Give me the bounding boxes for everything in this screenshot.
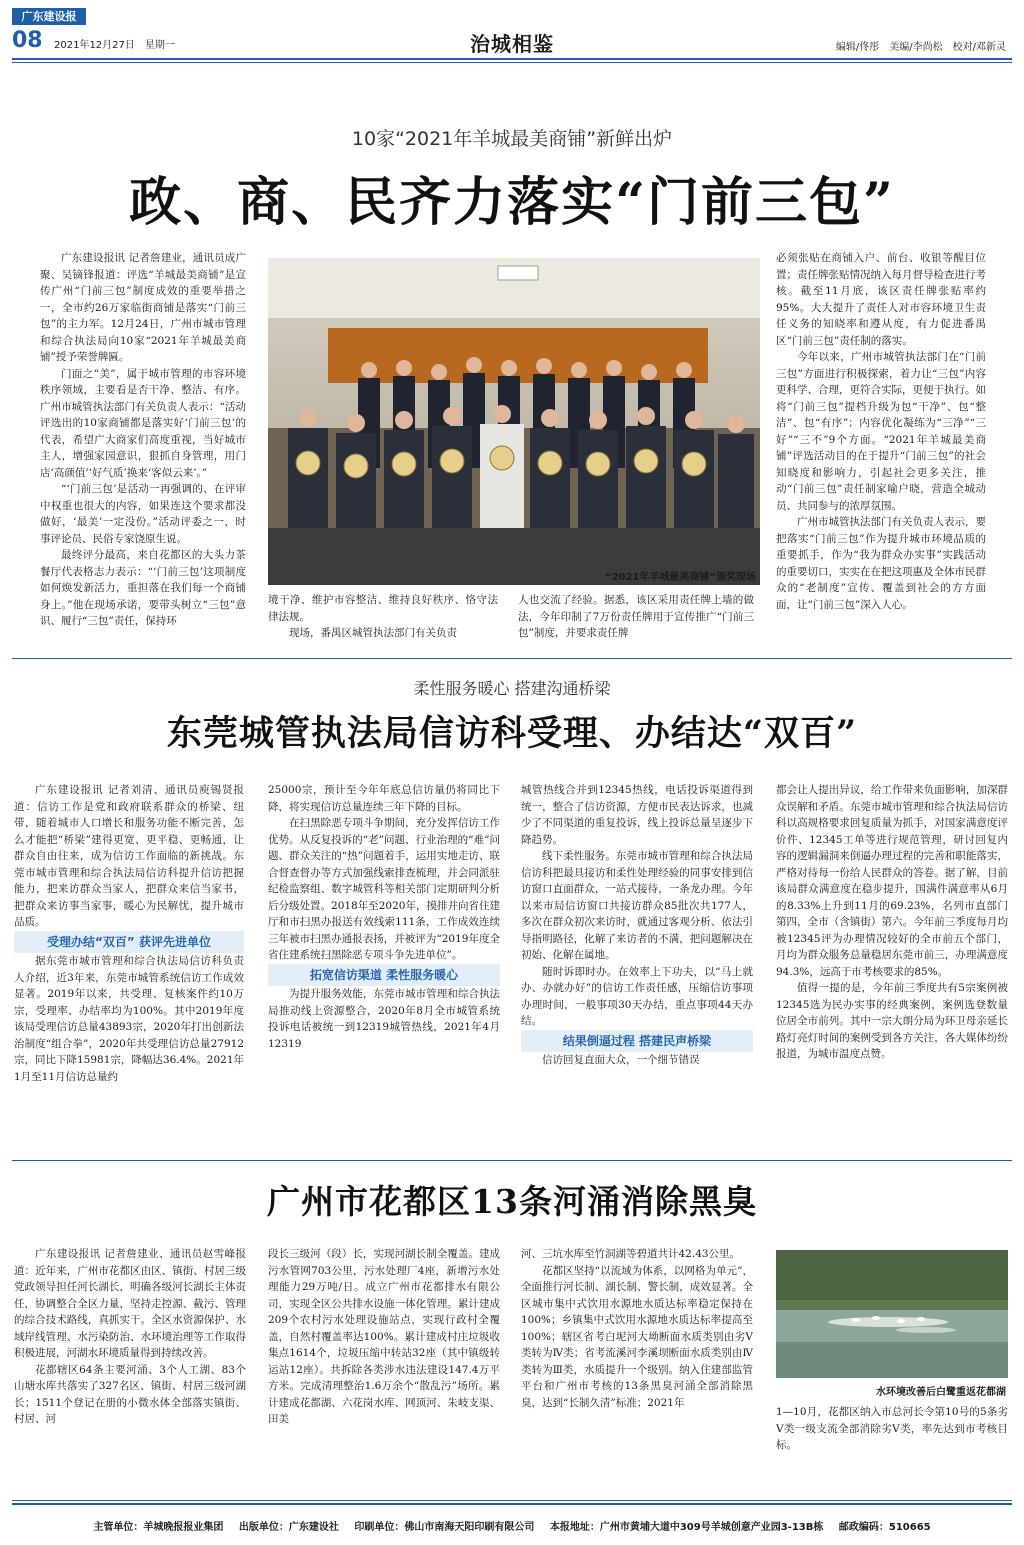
footer-info: [0, 1518, 1024, 1533]
story2-column-1: [14, 782, 244, 1144]
egret-lake-illustration: [776, 1250, 1008, 1378]
paragraph: 河、三坑水库至竹洞湖等碧道共计42.43公里。: [521, 1248, 741, 1260]
story1-photo-caption: “2021年羊城最美商铺”颁奖现场: [605, 572, 756, 583]
paragraph: 必须张贴在商铺入户、前台、收银等醒目位置；责任牌张贴情况纳入每月督导检查进行考核。截至11月底，该区责任牌张贴率约95%。大大提升了责任人对市容环境卫生责任义务的知晓率和遵从度，有力促进番禺区“门前三包”责任制的落实。: [776, 252, 986, 347]
paragraph: 广东建设报讯 记者刘清、通讯员庾锡贤报道：信访工作是党和政府联系群众的桥梁、纽带，随着城市人口增长和服务功能不断完善，怎么才能把“桥梁”建得更宽、更平稳、更畅通，让群众自由往来，成为信访工作面临的新挑战。东莞市城市管理和综合执法局信访科提升信访把握能力，把来访群众当家人，把群众来信当家书，把群众来访事当家事，暖心为民解忧，提升城市品质。: [14, 784, 244, 928]
header-rule: [12, 58, 1012, 60]
paragraph: 段长三级河（段）长，实现河湖长制全覆盖。建成污水管网703公里，污水处理厂4座，新增污水处理能力29万吨/日。成立广州市花都排水有限公司，实现全区公共排水设施一体化管理。累计建成209个农村污水处理设施站点，实现行政村全覆盖，自然村覆盖率达100%。累计建成村庄垃圾收集点1614个，垃圾压缩中转站32座（其中镇级转运站12座）。共拆除各类涉水违法建设147.4万平方米。完成清理整治1.6万余个“散乱污”场所。累计建成花都湖、六花岗水库、网顶河、朱岐支渠、田美: [268, 1248, 500, 1425]
footer-printer: 印刷单位：佛山市南海天阳印刷有限公司: [354, 1522, 535, 1533]
paragraph: 人也交流了经验。据悉，该区采用责任牌上墙的做法，今年印制了7万份责任牌用于宣传推广“门前三包”制度，并要求责任牌: [518, 594, 754, 639]
story1-column-1: [40, 250, 246, 645]
story2-column-3: [521, 782, 753, 1144]
footer-publisher: 出版单位：广东建设社: [238, 1522, 339, 1533]
story2-headline: 东莞城管执法局信访科受理、办结达“双百”: [166, 713, 858, 754]
award-ceremony-illustration: [268, 258, 760, 585]
section-title: 治城相鉴: [470, 32, 554, 56]
paragraph: 25000宗，预计至今年年底总信访量仍将同比下降，将实现信访总量连续三年下降的目标。: [268, 784, 500, 813]
story1-column-2: [268, 592, 498, 642]
paragraph: 城管热线合并到12345热线，电话投诉渠道得到统一，整合了信访资源，方便市民表达诉求，也减少了不同渠道的重复投诉，线上投诉总量呈逐步下降趋势。: [521, 784, 753, 846]
award-ceremony-photo: [268, 258, 760, 585]
paragraph: 今年以来，广州市城管执法部门在“门前三包”方面进行积极探索，着力让“三包”内容更科学、合理，更符合实际，更便于执行。如将“门前三包”提档升级为包“干净”、包“整洁”、包“有序”；内容优化凝练为“三净”“三好”“三不”9个方面。“2021年羊城最美商铺”评选活动目的在于提升“门前三包”的社会知晓度和影响力，引起社会更多关注，推动“门前三包”责任制家喻户晓，营造全城动员、共同参与的浓厚氛围。: [776, 351, 986, 512]
issue-date: 2021年12月27日 星期一: [54, 40, 175, 51]
header-rule-thin: [12, 62, 1012, 63]
story3-column-2: [268, 1246, 500, 1491]
story2-subhead-1: 受理办结“双百” 获评先进单位: [14, 931, 244, 954]
page-number: 08: [12, 28, 43, 53]
editors-credit: 编辑/佟彤 美编/李尚松 校对/邓新灵: [835, 42, 1006, 53]
footer-postcode: 邮政编码：510665: [838, 1522, 931, 1533]
story3-column-3: [521, 1246, 753, 1491]
story3-column-4: [776, 1404, 1008, 1464]
story2-column-2: [268, 782, 500, 1144]
paragraph: 广州市城管执法部门有关负责人表示，要把落实“门前三包”作为提升城市环境品质的重要抓手，作为“我为群众办实事”实践活动的重要切口，实实在在把这项惠及全体市民群众的“老制度”宣传、覆盖到社会的方方面面，让“门前三包”深入人心。: [776, 516, 986, 611]
story2-subhead-3: 结果倒逼过程 搭建民声桥梁: [521, 1030, 753, 1053]
story1-column-3: [518, 592, 754, 642]
paragraph: 广东建设报讯 记者詹建业，通讯员成广聚、吴镝锋报道：评选“羊城最美商铺”是宣传广州“门前三包”制度成效的重要举措之一，全市约26万家临街商铺是落实“门前三包”的主力军。12月24日，广州市城市管理和综合执法局向10家“2021年羊城最美商铺”授予荣誉牌匾。: [40, 252, 246, 363]
paragraph: 据东莞市城市管理和综合执法局信访科负责人介绍，近3年来，东莞市城管系统信访工作成效显著。2019年以来，共受理、复核案件约10万宗，受理率、办结率均为100%。其中2019年度该局受理信访总量43893宗，2020年打出创新法治制度“组合拳”，2020年共受理信访总量27912宗，同比下降15981宗，降幅达36.4%。2021年1月至11月信访总量约: [14, 955, 244, 1083]
paragraph: “‘门前三包’是活动一再强调的、在评审中权重也很大的内容，如果连这个要求都没做好，‘最美’一定没份。”活动评委之一，时事评论员、民俗专家饶原生说。: [40, 483, 246, 545]
footer-rule-thick: [12, 1503, 1012, 1505]
story1-headline: 政、商、民齐力落实“门前三包”: [129, 172, 895, 233]
paragraph: 门面之“美”，属于城市管理的市容环境秩序领域，主要看是否干净、整洁、有序。广州市城管执法部门有关负责人表示：“活动评选出的10家商铺都是落实好‘门前三包’的代表，希望广大商家们高度重视，当好城市主人，增强家园意识，狠抓自身管理，用门店‘高颜值’‘好气质’换来‘客似云来’。”: [40, 367, 246, 479]
paragraph: 线下柔性服务。东莞市城市管理和综合执法局信访科把最具接访和柔性处理经验的同事安排到信访窗口直面群众，一站式接待，一条龙办理。今年以来市局信访窗口共接访群众85批次共177人，多次在群众初次来访时，就通过客观分析、依法引导指明路径，化解了来访者的不满，把问题解决在初始、化解在属地。: [521, 850, 753, 961]
paragraph: 花都区坚持“以流域为体系，以网格为单元”，全面推行河长制、湖长制、警长制，成效显著。全区城市集中式饮用水源地水质达标率稳定保持在100%；乡镇集中式饮用水源地水质达标率提高至100%；辖区省考白坭河大坳断面水质类别由劣Ⅴ类转为Ⅳ类；省考流溪河李溪坝断面水质类别由Ⅳ类转为Ⅲ类，水质提升一个级别。纳入住建部监管平台和广州市考核的13条黑臭河涌全部消除黑臭，达到“长制久清”标准；2021年: [521, 1264, 753, 1409]
story1-column-4: [776, 250, 986, 645]
paragraph: 花都辖区64条主要河涌、3个人工湖、83个山塘水库共落实了327名区、镇街、村居三级河湖长；1511个登记在册的小微水体全部落实镇街、村居、河: [14, 1363, 246, 1425]
egret-lake-photo: [776, 1250, 1008, 1378]
story2-subhead-2: 拓宽信访渠道 柔性服务暖心: [268, 964, 500, 987]
footer-rule: [12, 1500, 1012, 1501]
paragraph: 随时诉即时办。在效率上下功夫，以“马上就办、办就办好”的信访工作责任感，压缩信访事项办理时间，一般事项30天办结，重点事项44天办结。: [521, 965, 753, 1027]
paragraph: 1—10月，花都区纳入市总河长令第10号的5条劣Ⅴ类一级支流全部消除劣Ⅴ类，率先达到市考核目标。: [776, 1406, 1008, 1451]
paragraph: 在扫黑除恶专项斗争期间，充分发挥信访工作优势。从反复投诉的“老”问题、行业治理的“难”问题、群众关注的“热”问题着手，运用实地走访、联合督查督办等方式加强线索排查梳理，并会同派驻纪检监察组、数字城管科等相关部门定期研判分析后分级处置。2018年至2020年，摸排并向省住建厅和市扫黑办报送有效线索111条，工作成效连续三年被市扫黑办通报表扬，并被评为“2019年度全省住建系统扫黑除恶专项斗争先进单位”。: [268, 817, 500, 961]
paragraph: 境干净、维护市容整洁、维持良好秩序、恪守法律法规。: [268, 594, 498, 623]
paragraph: 最终评分最高，来自花都区的大头力茶餐厅代表格志力表示：“‘门前三包’这项制度如何焕发新活力，重担落在我们每一个商铺身上。”他在现场承诺，要带头树立“三包”意识、履行“三包”责任，保持环: [40, 549, 246, 627]
story3-column-1: [14, 1246, 246, 1491]
story2-column-4: [776, 782, 1008, 1144]
paragraph: 为提升服务效能，东莞市城市管理和综合执法局推动线上资源整合，2020年8月全市城管系统投诉电话被统一到12319城管热线，2021年4月12319: [268, 988, 500, 1050]
footer-host: 主管单位：羊城晚报报业集团: [93, 1522, 224, 1533]
paragraph: 现场，番禺区城管执法部门有关负责: [289, 627, 457, 639]
paragraph: 广东建设报讯 记者詹建业、通讯员赵雪峰报道：近年来，广州市花都区由区、镇街、村居三级党政领导担任河长湖长，明确各级河长湖长主体责任，协调整合全区力量，坚持走控源、截污、管理的综合技术路线，真抓实干。全区水资源保护、水域岸线管理、水污染防治、水环境治理等工作取得积极进展，河湖水环境质量得到持续改善。: [14, 1248, 246, 1359]
story3-headline: 广州市花都区13条河涌消除黑臭: [267, 1182, 757, 1221]
footer-address: 本报地址：广州市黄埔大道中309号羊城创意产业园3-13B栋: [549, 1522, 824, 1533]
paper-tag: 广东建设报: [12, 8, 86, 25]
story-divider: [12, 658, 1012, 659]
story1-kicker: 10家“2021年羊城最美商铺”新鲜出炉: [351, 128, 673, 150]
paragraph: 值得一提的是，今年前三季度共有5宗案例被12345选为民办实事的经典案例，案例选登数量位居全市前列。其中一宗大朗分局为环卫母亲延长路灯亮灯时间的案例受到各方关注，各大媒体纷纷报道，为城市温度点赞。: [776, 982, 1008, 1060]
story-divider: [12, 1160, 1012, 1161]
paragraph: 信访回复直面大众，一个细节错误: [542, 1054, 700, 1066]
story2-kicker: 柔性服务暖心 搭建沟通桥梁: [413, 679, 611, 698]
paragraph: 都会让人提出异议，给工作带来负面影响，加深群众误解和矛盾。东莞市城市管理和综合执法局信访科以高规格要求回复质量为抓手，对国家满意度评价件、12345工单等进行规范管理，研讨回复内容的逻辑漏洞来倒逼办理过程的完善和职能落实，严格对待每一份给人民群众的答卷。据了解，目前该局群众满意度在稳步提升，国满件满意率从6月的8.33%上升到11月的69.23%，名列市直部门第四，全市（含镇街）第六。今年前三季度每月均被12345评为办理情况较好的全市前五个部门，月均为群众服务总量稳居东莞市前三，办理满意度94.3%，远高于市考核要求的85%。: [776, 784, 1008, 978]
story3-photo-caption: 水环境改善后白鹭重返花都湖: [876, 1387, 1006, 1398]
